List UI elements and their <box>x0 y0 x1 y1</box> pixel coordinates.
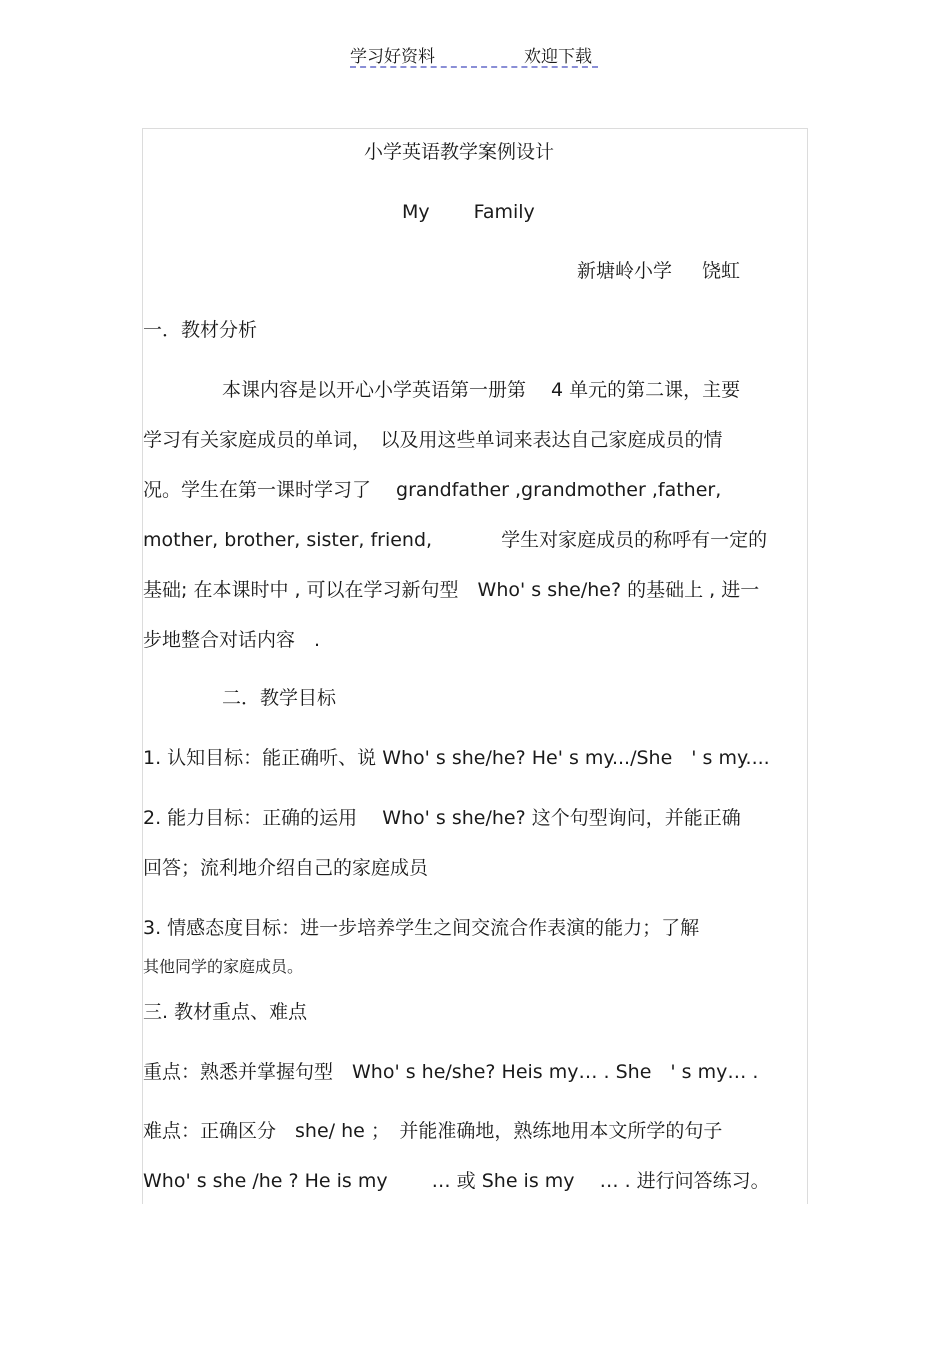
author-line <box>577 259 740 283</box>
goal-item: 3. 情感态度目标：进一步培养学生之间交流合作表演的能力；了解 <box>143 917 700 939</box>
goal-item-continuation: 其他同学的家庭成员。 <box>143 957 304 976</box>
lesson-title <box>402 200 535 224</box>
section-heading-2: 二．教学目标 <box>222 687 337 709</box>
section-heading-3: 三. 教材重点、难点 <box>143 1001 308 1023</box>
paragraph-line: 况。学生在第一课时学习了 grandfather ,grandmother ,father, <box>143 479 722 501</box>
page-header <box>350 40 598 68</box>
paragraph-line: mother, brother, sister, friend, 学生对家庭成员的称呼有一定的 <box>143 529 768 551</box>
paragraph-line: 基础; 在本课时中 , 可以在学习新句型 Who' s she/he? 的基础上 , 进一 <box>143 579 760 601</box>
section-heading-1: 一．教材分析 <box>143 319 258 341</box>
paragraph-line: 本课内容是以开心小学英语第一册第 4 单元的第二课，主要 <box>222 379 741 401</box>
school-name: 新塘岭小学 <box>577 260 673 282</box>
key-point-line: 重点：熟悉并掌握句型 Who' s he/she? Heis my… . She ' s my… . <box>143 1061 759 1083</box>
header-right-text: 欢迎下载 <box>524 47 592 67</box>
document-frame <box>142 128 808 1204</box>
goal-item: 1. 认知目标：能正确听、说 Who' s she/he? He' s my.../She ' s my.... <box>143 747 770 769</box>
lesson-title-word-1: My <box>402 201 430 223</box>
goal-item-continuation: 回答；流利地介绍自己的家庭成员 <box>143 857 429 879</box>
document-title: 小学英语教学案例设计 <box>364 141 555 163</box>
paragraph-line: 步地整合对话内容 . <box>143 629 321 651</box>
lesson-title-word-2: Family <box>473 201 535 223</box>
difficulty-line: Who' s she /he ? He is my … 或 She is my … . 进行问答练习。 <box>143 1170 770 1192</box>
author-name: 饶虹 <box>702 260 741 282</box>
goal-item: 2. 能力目标：正确的运用 Who' s she/he? 这个句型询问，并能正确 <box>143 807 741 829</box>
header-left-text: 学习好资料 <box>350 47 435 67</box>
difficulty-line: 难点：正确区分 she/ he ； 并能准确地，熟练地用本文所学的句子 <box>143 1120 723 1142</box>
paragraph-line: 学习有关家庭成员的单词， 以及用这些单词来表达自己家庭成员的情 <box>143 429 723 451</box>
